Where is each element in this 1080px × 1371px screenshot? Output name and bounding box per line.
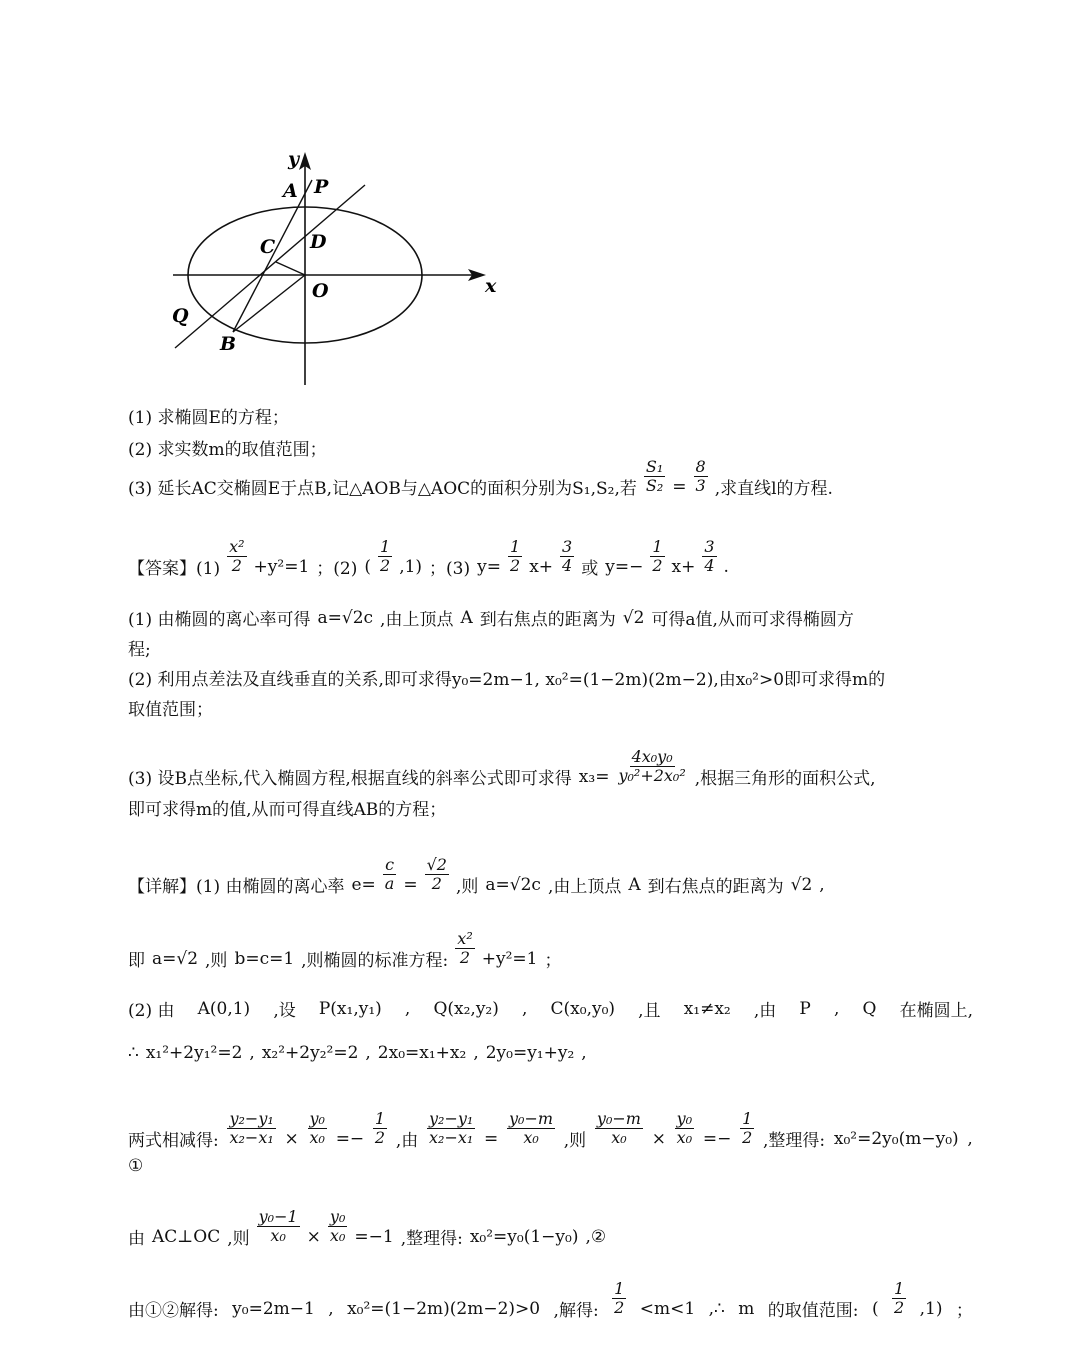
text-segment: 【详解】(1) 由椭圆的离心率 xyxy=(128,877,345,898)
denominator: 2 xyxy=(374,1128,386,1148)
text-segment: =−1 xyxy=(354,1226,394,1247)
text-segment: 在椭圆上, xyxy=(899,1001,973,1021)
denominator: 2 xyxy=(459,948,471,968)
text-segment: =− xyxy=(702,1128,732,1149)
text-segment: (2) 利用点差法及直线垂直的关系,即可求得y₀=2m−1, x₀²=(1−2m)(2m−2),由x₀²>0即可求得m的 xyxy=(128,670,886,690)
numerator: c xyxy=(385,855,395,874)
numerator: 1 xyxy=(380,537,391,556)
denominator: x₀ xyxy=(523,1128,539,1148)
denominator: x₂−x₁ xyxy=(429,1128,474,1148)
numerator: 1 xyxy=(652,537,663,556)
denominator: x₂−x₁ xyxy=(229,1128,274,1148)
label-x: x xyxy=(485,275,497,297)
detail-1 xyxy=(128,855,825,904)
text-segment: ,由 xyxy=(753,1001,777,1021)
text-segment: 的取值范围: xyxy=(767,1301,859,1322)
text-segment: ,则椭圆的标准方程: xyxy=(301,951,449,972)
text-segment: × xyxy=(651,1128,666,1149)
text-segment: x+ xyxy=(529,556,554,577)
label-b: B xyxy=(220,333,237,355)
text-segment: a=√2c xyxy=(485,874,541,895)
label-o: O xyxy=(312,280,329,302)
text-segment: m xyxy=(738,1298,755,1319)
text-segment: 【答案】(1) xyxy=(128,559,221,580)
fraction xyxy=(560,538,574,576)
analysis-3-cont xyxy=(128,795,446,820)
label-c: C xyxy=(260,236,276,258)
text-segment: = xyxy=(484,1128,499,1149)
text-segment: 或 xyxy=(581,559,599,580)
numerator: 1 xyxy=(374,1109,386,1128)
text-segment: x₀²=2y₀(m−y₀) xyxy=(833,1128,959,1149)
numerator: 1 xyxy=(510,537,521,556)
text-segment: ；(3) xyxy=(429,559,471,580)
text-segment: 到右焦点的距离为 xyxy=(647,877,784,898)
text-segment: = xyxy=(672,476,687,497)
detail-3 xyxy=(128,996,973,1021)
numerator: 1 xyxy=(742,1109,753,1128)
text-segment: (3) 延长AC交椭圆E于点B,记△AOB与△AOC的面积分别为S₁,S₂,若 xyxy=(128,479,637,500)
text-segment: +y²=1 xyxy=(481,948,538,969)
text-segment: x+ xyxy=(671,556,696,577)
text-segment: , xyxy=(365,1043,371,1063)
text-segment: , xyxy=(249,1043,255,1063)
text-segment: x₀²=(1−2m)(2m−2)>0 xyxy=(347,1298,541,1319)
text-segment: √2 xyxy=(790,874,813,895)
numerator: y₀ xyxy=(329,1207,346,1226)
text-segment: (1) 求椭圆E的方程； xyxy=(128,408,289,428)
denominator: 2 xyxy=(652,556,663,576)
text-segment: (3) 设B点坐标,代入椭圆方程,根据直线的斜率公式即可求得 xyxy=(128,769,572,790)
label-d: D xyxy=(310,231,327,253)
analysis-2 xyxy=(128,665,885,690)
text-segment: x₁²+2y₁²=2 xyxy=(145,1043,243,1063)
numerator: 1 xyxy=(614,1279,625,1298)
text-segment: ,由上顶点 xyxy=(380,610,454,630)
text-segment: 2x₀=x₁+x₂ xyxy=(377,1043,467,1063)
numerator: 8 xyxy=(695,457,706,476)
text-segment: 取值范围； xyxy=(128,700,213,720)
denominator: y₀²+2x₀² xyxy=(618,766,686,786)
text-segment: ,根据三角形的面积公式, xyxy=(694,769,876,790)
denominator: 2 xyxy=(614,1298,625,1318)
text-segment: ； xyxy=(955,1301,973,1322)
text-segment: ( xyxy=(871,1298,879,1319)
numerator: S₁ xyxy=(645,457,664,476)
text-segment: ,1) xyxy=(399,556,423,577)
text-segment: × xyxy=(284,1128,299,1149)
denominator: x₀ xyxy=(329,1226,346,1246)
segment-oc xyxy=(276,262,305,275)
denominator: x₀ xyxy=(611,1128,627,1148)
text-segment: C(x₀,y₀) xyxy=(550,998,616,1019)
text-segment: ,整理得: xyxy=(763,1131,826,1152)
detail-6 xyxy=(128,1207,607,1256)
text-segment: , xyxy=(522,998,528,1019)
text-segment: = xyxy=(403,874,418,895)
fraction xyxy=(328,1208,347,1246)
text-segment: , xyxy=(833,998,840,1019)
fraction xyxy=(740,1110,754,1148)
text-segment: ( xyxy=(364,556,371,577)
text-segment: ,则 xyxy=(227,1229,250,1250)
denominator: 2 xyxy=(742,1128,753,1148)
fraction xyxy=(373,1110,387,1148)
text-segment: 即可求得m的值,从而可得直线AB的方程； xyxy=(128,800,447,820)
text-segment: P(x₁,y₁) xyxy=(318,998,382,1019)
denominator: 4 xyxy=(704,556,715,576)
fraction xyxy=(227,538,246,576)
numerator: y₀−m xyxy=(596,1109,641,1128)
detail-2 xyxy=(128,929,562,978)
text-segment: b=c=1 xyxy=(234,948,295,969)
text-segment: ,设 xyxy=(273,1001,296,1021)
text-segment: ,② xyxy=(585,1226,607,1247)
fraction xyxy=(612,1280,626,1318)
denominator: a xyxy=(384,874,395,894)
text-segment: <m<1 xyxy=(639,1298,696,1319)
fraction xyxy=(892,1280,906,1318)
numerator: 3 xyxy=(562,537,573,556)
fraction xyxy=(694,458,708,496)
fraction xyxy=(675,1110,694,1148)
question-3 xyxy=(128,457,833,506)
text-segment: ,∴ xyxy=(708,1298,725,1319)
text-segment: A xyxy=(628,874,641,895)
detail-5-marker xyxy=(128,1156,143,1176)
text-segment: 2y₀=y₁+y₂ xyxy=(485,1043,575,1063)
fraction xyxy=(616,748,687,786)
text-segment: ,求直线l的方程. xyxy=(714,479,833,500)
text-segment: 到右焦点的距离为 xyxy=(479,610,616,630)
fraction xyxy=(507,1110,555,1148)
fraction xyxy=(508,538,522,576)
text-segment: 由 xyxy=(128,1229,145,1250)
text-segment: Q xyxy=(862,998,877,1019)
denominator: 3 xyxy=(695,476,706,496)
detail-7 xyxy=(128,1279,973,1328)
text-segment: , xyxy=(967,1128,973,1149)
denominator: 2 xyxy=(894,1298,905,1318)
text-segment: +y²=1 xyxy=(253,556,310,577)
text-segment: y= xyxy=(477,556,501,577)
text-segment: √2 xyxy=(622,607,645,628)
fraction xyxy=(227,1110,275,1148)
text-segment: × xyxy=(306,1226,321,1247)
text-segment: ,整理得: xyxy=(400,1229,463,1250)
answer-line xyxy=(128,537,729,586)
text-segment: AC⊥OC xyxy=(152,1226,221,1247)
text-segment: Q(x₂,y₂) xyxy=(433,998,499,1019)
text-segment: 程; xyxy=(128,640,151,660)
text-segment: . xyxy=(723,556,729,577)
fraction xyxy=(702,538,716,576)
fraction xyxy=(378,538,392,576)
label-q: Q xyxy=(172,305,189,327)
label-y: y xyxy=(288,148,300,170)
label-p: P xyxy=(314,176,329,198)
fraction xyxy=(644,458,665,496)
text-segment: a=√2c xyxy=(317,607,374,628)
text-segment: x₀²=y₀(1−y₀) xyxy=(469,1226,579,1247)
numerator: y₂−y₁ xyxy=(428,1109,474,1128)
label-a: A xyxy=(283,180,298,202)
numerator: y₀ xyxy=(676,1109,693,1128)
text-segment: ,解得: xyxy=(553,1301,599,1322)
question-2 xyxy=(128,435,327,460)
text-segment: ,且 xyxy=(638,1001,661,1021)
text-segment: ；(2) xyxy=(316,559,358,580)
numerator: y₀ xyxy=(309,1109,325,1128)
text-segment: ,由 xyxy=(395,1131,419,1152)
text-segment: ① xyxy=(128,1156,144,1176)
denominator: x₀ xyxy=(270,1226,286,1246)
segment-ob xyxy=(233,275,305,332)
numerator: x² xyxy=(229,537,245,556)
text-segment: (1) 由椭圆的离心率可得 xyxy=(128,610,311,630)
fraction xyxy=(257,1208,300,1246)
text-segment: ,则 xyxy=(455,877,479,898)
denominator: 2 xyxy=(510,556,521,576)
analysis-1 xyxy=(128,605,854,630)
text-segment: , xyxy=(581,1043,587,1063)
text-segment: 即 xyxy=(128,951,145,972)
text-segment: , xyxy=(473,1043,479,1063)
fraction xyxy=(595,1110,643,1148)
numerator: 4x₀y₀ xyxy=(631,747,673,766)
text-segment: ,则 xyxy=(205,951,228,972)
text-segment: A(0,1) xyxy=(197,998,251,1019)
text-segment: 两式相减得: xyxy=(128,1131,219,1152)
analysis-3 xyxy=(128,747,876,796)
detail-5 xyxy=(128,1109,973,1158)
analysis-1-cont xyxy=(128,635,151,660)
text-segment: ∴ xyxy=(128,1043,139,1063)
text-segment: y₀=2m−1 xyxy=(232,1298,315,1319)
numerator: y₂−y₁ xyxy=(229,1109,274,1128)
denominator: 4 xyxy=(562,556,573,576)
denominator: S₂ xyxy=(645,476,664,496)
question-1 xyxy=(128,403,289,428)
fraction xyxy=(650,538,664,576)
text-segment: A xyxy=(460,607,473,628)
denominator: x₀ xyxy=(309,1128,325,1148)
text-segment: P xyxy=(799,998,811,1019)
text-segment: y=− xyxy=(605,556,644,577)
text-segment: 可得a值,从而可求得椭圆方 xyxy=(651,610,854,630)
text-segment: ,由上顶点 xyxy=(547,877,622,898)
fraction xyxy=(383,856,397,894)
numerator: 3 xyxy=(704,537,715,556)
text-segment: =− xyxy=(335,1128,365,1149)
text-segment: (2) 求实数m的取值范围； xyxy=(128,440,327,460)
denominator: 2 xyxy=(431,874,442,894)
text-segment: x₂²+2y₂²=2 xyxy=(261,1043,359,1063)
fraction xyxy=(425,856,449,894)
text-segment: (2) 由 xyxy=(128,1001,175,1021)
fraction xyxy=(427,1110,475,1148)
fraction xyxy=(308,1110,327,1148)
text-segment: ； xyxy=(544,951,562,972)
ellipse-diagram xyxy=(0,0,560,400)
denominator: 2 xyxy=(380,556,391,576)
denominator: x₀ xyxy=(676,1128,693,1148)
detail-4 xyxy=(128,1043,587,1063)
text-segment: ,1) xyxy=(919,1298,943,1319)
numerator: x² xyxy=(457,929,473,948)
numerator: y₀−1 xyxy=(258,1207,298,1226)
text-segment: a=√2 xyxy=(152,948,199,969)
text-segment: x₁≠x₂ xyxy=(683,998,731,1019)
text-segment: 由①②解得: xyxy=(128,1301,219,1322)
text-segment: e= xyxy=(351,874,376,895)
numerator: √2 xyxy=(426,855,447,874)
denominator: 2 xyxy=(231,556,242,576)
text-segment: x₃= xyxy=(578,766,610,787)
fraction xyxy=(455,930,474,968)
text-segment: , xyxy=(404,998,411,1019)
numerator: y₀−m xyxy=(509,1109,554,1128)
text-segment: , xyxy=(328,1298,334,1319)
text-segment: , xyxy=(819,874,825,895)
numerator: 1 xyxy=(894,1279,905,1298)
text-segment: ,则 xyxy=(563,1131,587,1152)
analysis-2-cont xyxy=(128,695,213,720)
